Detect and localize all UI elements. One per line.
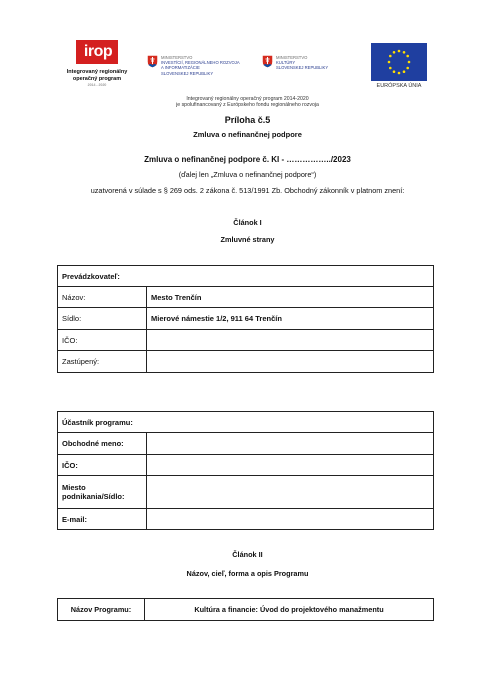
ministry1-line3: A INFORMATIZÁCIE <box>161 65 200 71</box>
row-value <box>147 455 434 476</box>
irop-logo-years: 2014 - 2020 <box>87 83 107 87</box>
ministry1-line1: MINISTERSTVO <box>161 55 193 60</box>
concluded-clause: uzatvorená v súlade s § 269 ods. 2 zákona č. 513/1991 Zb. Obchodný zákonník v platnom znení: <box>90 186 405 195</box>
annex-title: Príloha č.5 <box>224 115 271 125</box>
row-label: IČO: <box>58 330 147 351</box>
ministry1-line2: INVESTÍCIÍ, REGIONÁLNEHO ROZVOJA <box>161 60 240 66</box>
table-row <box>58 287 434 308</box>
ministry-culture-logo <box>262 55 328 71</box>
ministry2-line2: KULTÚRY <box>276 60 296 66</box>
ministry-investments-logo <box>147 55 240 76</box>
participant-table-header: Účastník programu: <box>58 412 434 433</box>
row-value: Mesto Trenčín <box>147 287 434 308</box>
funding-line1: Integrovaný regionálny operačný program 2014-2020 <box>186 96 309 102</box>
row-label: Obchodné meno: <box>58 433 147 455</box>
irop-logo-line2: operačný program <box>72 75 122 82</box>
row-value: Mierové námestie 1/2, 911 64 Trenčín <box>147 308 434 330</box>
article1-heading: Článok I <box>233 218 262 227</box>
irop-logo <box>60 40 134 89</box>
table-row <box>58 330 434 351</box>
funding-line2: je spolufinancovaný z Európskeho fondu regionálneho rozvoja <box>176 102 319 109</box>
irop-logo-mark <box>76 40 118 66</box>
program-table <box>57 598 434 621</box>
slovak-crest-icon <box>262 55 273 68</box>
table-row <box>58 599 434 621</box>
table-row <box>58 455 434 476</box>
row-value <box>147 433 434 455</box>
program-label: Názov Programu: <box>58 599 145 621</box>
row-value <box>147 509 434 530</box>
table-row <box>58 351 434 373</box>
row-label: Zastúpený: <box>58 351 147 373</box>
eu-flag-icon <box>371 43 427 81</box>
eu-logo <box>370 43 428 89</box>
row-label: Miesto podnikania/Sídlo: <box>58 476 147 509</box>
participant-table <box>57 411 434 530</box>
row-value <box>147 351 434 373</box>
program-value: Kultúra a financie: Úvod do projektového manažmentu <box>145 599 434 621</box>
row-label: E-mail: <box>58 509 147 530</box>
row-value <box>147 476 434 509</box>
table-row <box>58 308 434 330</box>
operator-table <box>57 265 434 373</box>
document-subtitle: Zmluva o nefinančnej podpore <box>193 130 302 139</box>
row-label: IČO: <box>58 455 147 476</box>
irop-logo-word: irop <box>83 43 113 60</box>
table-row <box>58 476 434 509</box>
funding-statement <box>0 96 495 109</box>
row-label: Názov: <box>58 287 147 308</box>
table-row <box>58 509 434 530</box>
operator-table-header: Prevádzkovateľ: <box>58 266 434 287</box>
article2-title: Názov, cieľ, forma a opis Programu <box>186 569 309 578</box>
ministry2-line3: SLOVENSKEJ REPUBLIKY <box>276 65 329 71</box>
slovak-crest-icon <box>147 55 158 68</box>
ministry1-line4: SLOVENSKEJ REPUBLIKY <box>161 70 214 76</box>
ministry2-line1: MINISTERSTVO <box>276 55 308 60</box>
irop-logo-line1: Integrovaný regionálny <box>66 69 128 75</box>
article2-heading: Článok II <box>232 550 263 559</box>
article1-title: Zmluvné strany <box>220 235 275 244</box>
row-label: Sídlo: <box>58 308 147 330</box>
row-value <box>147 330 434 351</box>
eu-label: EURÓPSKA ÚNIA <box>376 83 422 89</box>
hereinafter-clause: (ďalej len „Zmluva o nefinančnej podpore“) <box>178 170 317 179</box>
table-row <box>58 433 434 455</box>
contract-number: Zmluva o nefinančnej podpore č. KI - ……………../2023 <box>144 155 351 164</box>
